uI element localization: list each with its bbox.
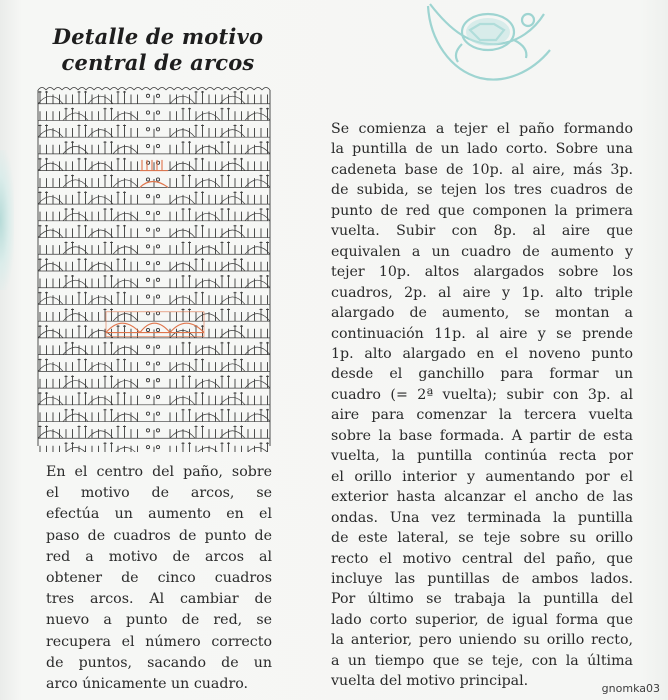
text-line: exterior hasta alcanzar el ancho de las: [331, 489, 633, 506]
text-line: En el centro del paño, sobre: [46, 464, 272, 480]
text-line: la puntilla de un lado corto. Sobre una: [331, 141, 633, 158]
text-line: recupera el número correcto: [46, 633, 272, 650]
chart-symbols: [38, 88, 270, 453]
text-line: efectúa un aumento en el: [46, 506, 272, 523]
watermark: gnomka03: [601, 682, 660, 695]
text-line: obtener de cinco cuadros: [46, 570, 272, 587]
text-line: tejer 10p. altos alargados sobre los: [331, 264, 633, 281]
section-title: [38, 24, 278, 76]
text-line: ondas. Una vez terminada la puntilla: [331, 509, 633, 526]
text-line: equivalen a un cuadro de aumento y: [331, 243, 633, 260]
text-line: arco únicamente un cuadro.: [46, 676, 249, 693]
text-line: nuevo a punto de red, se: [46, 612, 272, 629]
text-line: la anterior, pero uniendo su orillo recto,: [331, 632, 633, 649]
text-line: punto de red que componen la primera: [331, 202, 633, 219]
title-line-1: Detalle de motivo: [52, 24, 264, 49]
text-line: a un tiempo que se teje, con la última: [331, 652, 633, 669]
text-line: cadeneta base de 10p. al aire, más 3p.: [331, 161, 633, 178]
text-line: alargado de aumento, se montan a: [331, 305, 633, 322]
right-text-column: [331, 119, 633, 692]
turtle-illustration: [410, 0, 560, 110]
text-line: vuelta. Subir con 8p. al aire que: [331, 223, 633, 240]
text-line: 1p. alto alargado en el noveno punto: [331, 345, 633, 362]
text-line: cuadro (= 2ª vuelta); subir con 3p. al: [331, 386, 633, 403]
text-line: de este lateral, se teje sobre su orillo: [331, 530, 633, 547]
text-line: paso de cuadros de punto de: [46, 527, 272, 544]
text-line: lado corto superior, de igual forma que: [331, 611, 633, 628]
left-text-column: [46, 462, 272, 695]
text-line: vuelta, la puntilla continúa recta por: [331, 448, 633, 465]
text-line: desde el ganchillo para formar un: [331, 366, 633, 383]
text-line: recto el motivo central del paño, que: [331, 550, 633, 567]
crochet-chart: [36, 84, 272, 452]
text-line: incluye las puntillas de ambos lados.: [331, 570, 633, 587]
text-line: tres arcos. Al cambiar de: [46, 591, 272, 608]
text-line: el orillo interior y aumentando por el: [331, 468, 633, 485]
text-line: aire para comenzar la tercera vuelta: [331, 407, 633, 424]
text-line: vuelta del motivo principal.: [331, 673, 529, 690]
text-line: sobre la base formada. A partir de esta: [331, 427, 633, 444]
text-line: Por último se trabaja la puntilla del: [331, 591, 633, 608]
text-line: el motivo de arcos, se: [46, 485, 272, 502]
text-line: continuación 11p. al aire y se prende: [331, 325, 633, 342]
text-line: cuadros, 2p. al aire y 1p. alto triple: [331, 284, 633, 301]
text-line: Se comienza a tejer el paño formando: [331, 121, 633, 137]
text-line: de puntos, sacando de un: [46, 654, 272, 671]
left-edge-decoration: [0, 150, 14, 290]
title-line-2: central de arcos: [61, 50, 255, 75]
text-line: de subida, se tejen los tres cuadros de: [331, 182, 633, 199]
text-line: red a motivo de arcos al: [46, 548, 272, 565]
